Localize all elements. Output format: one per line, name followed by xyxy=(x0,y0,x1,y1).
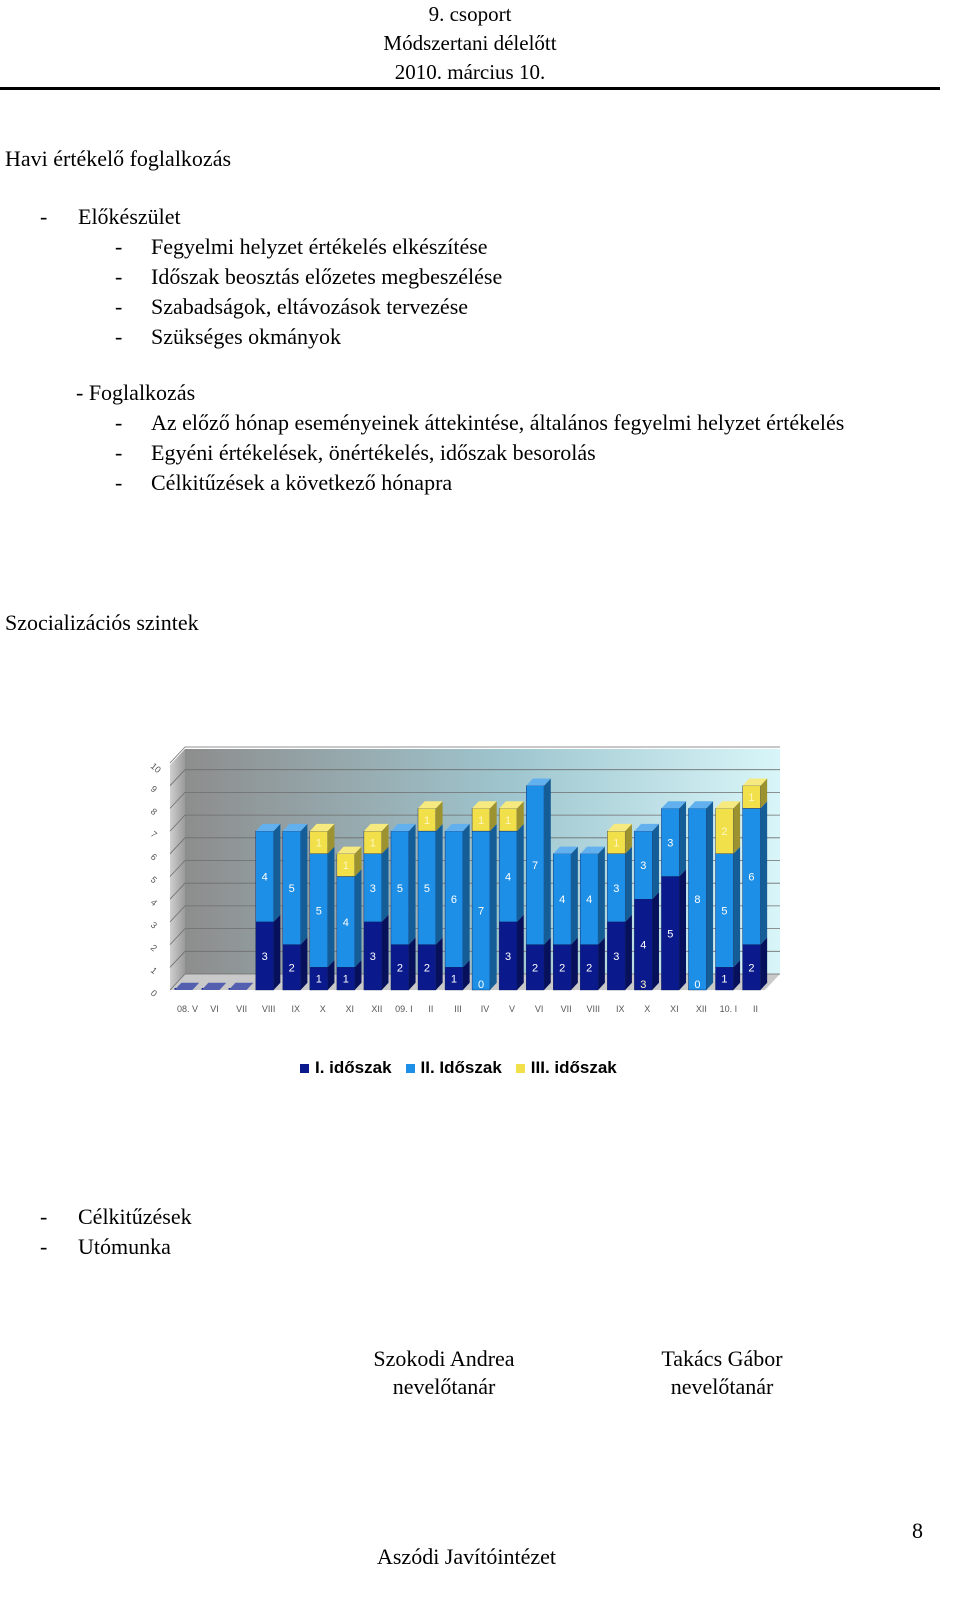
institution-footer: Aszódi Javítóintézet xyxy=(376,1544,556,1569)
x-tick-label: VI xyxy=(534,1004,544,1014)
bar-segment-side xyxy=(490,824,497,990)
data-label: 4 xyxy=(261,871,268,884)
section-title: Havi értékelő foglalkozás xyxy=(5,146,232,171)
bar-segment-side xyxy=(274,824,281,922)
bar-segment-side xyxy=(598,937,605,990)
legend-label: II. Időszak xyxy=(420,1058,502,1077)
data-label: 2 xyxy=(532,962,539,975)
signature-role: nevelőtanár xyxy=(392,1374,496,1399)
data-label: 3 xyxy=(613,882,620,895)
event-title: Módszertani délelőtt xyxy=(383,31,557,55)
y-tick-label: 7 xyxy=(148,828,159,840)
data-label: 5 xyxy=(396,882,403,895)
data-label: 3 xyxy=(369,882,376,895)
bar-segment-side xyxy=(598,847,605,945)
y-tick-label: 0 xyxy=(148,987,159,999)
y-tick-label: 9 xyxy=(148,783,159,795)
bullet-dash: - xyxy=(115,294,123,319)
data-label: 5 xyxy=(423,882,430,895)
data-label: 1 xyxy=(423,814,430,827)
x-tick-label: 10. I xyxy=(719,1004,738,1014)
prep-item: Időszak beosztás előzetes megbeszélése xyxy=(151,264,503,289)
event-date: 2010. március 10. xyxy=(394,60,546,84)
prep-label: Előkészület xyxy=(78,204,181,229)
x-tick-label: II xyxy=(752,1004,758,1014)
data-label: 4 xyxy=(640,939,647,952)
data-label: 4 xyxy=(559,894,566,907)
data-label: 2 xyxy=(423,962,430,975)
signature-name: Szokodi Andrea xyxy=(373,1346,515,1371)
bar-segment-side xyxy=(436,937,443,990)
data-label: 0 xyxy=(477,979,485,991)
bullet-dash: - xyxy=(115,324,123,349)
bar-segment-side xyxy=(625,915,632,990)
chart-canvas xyxy=(140,745,800,1035)
bar-segment-side xyxy=(355,869,362,967)
data-label: 3 xyxy=(369,950,376,963)
y-tick-label: 1 xyxy=(148,965,159,977)
legend-swatch-period-3 xyxy=(516,1064,525,1073)
legend-item xyxy=(300,1058,392,1078)
bar-segment-side xyxy=(625,847,632,922)
bar-segment-side xyxy=(652,892,659,990)
bullet-dash: - xyxy=(115,470,123,495)
chart-heading: Szocializációs szintek xyxy=(5,610,199,635)
page-header xyxy=(0,0,940,87)
bar-segment-side xyxy=(679,869,686,990)
data-label: 2 xyxy=(721,826,728,839)
bar-segment-side xyxy=(463,824,470,967)
y-tick-label: 4 xyxy=(148,897,159,908)
signature-name: Takács Gábor xyxy=(661,1346,783,1371)
data-label: 2 xyxy=(586,962,593,975)
x-tick-label: IX xyxy=(615,1004,625,1014)
data-label: 1 xyxy=(450,973,458,986)
data-label: 1 xyxy=(342,860,349,873)
session-item: Egyéni értékelések, önértékelés, időszak besorolás xyxy=(151,440,596,465)
legend-label: III. időszak xyxy=(530,1058,617,1077)
y-tick-label: 5 xyxy=(148,874,159,886)
x-tick-label: IX xyxy=(291,1004,300,1014)
data-label: 3 xyxy=(505,950,512,963)
bullet-dash: - xyxy=(40,1204,48,1229)
data-label: 6 xyxy=(748,871,755,884)
legend-swatch-period-2 xyxy=(406,1064,415,1073)
data-label: 5 xyxy=(667,928,674,941)
bar-segment-side xyxy=(544,937,551,990)
signature-block xyxy=(612,1345,832,1401)
data-label: 1 xyxy=(505,814,512,827)
socialization-chart xyxy=(140,745,800,1035)
signature-block xyxy=(334,1345,554,1401)
bullet-dash: - xyxy=(115,264,123,289)
bullet-dash: - xyxy=(40,1234,48,1259)
data-label: 4 xyxy=(586,894,593,907)
x-tick-label: V xyxy=(509,1004,516,1014)
bar-segment-side xyxy=(733,801,740,854)
bullet-dash: - xyxy=(40,204,48,229)
bullet-dash: - xyxy=(115,440,123,465)
data-label: 1 xyxy=(477,814,485,827)
data-label: 3 xyxy=(261,950,268,963)
x-tick-label: VIII xyxy=(586,1004,600,1014)
header-divider xyxy=(0,87,940,90)
y-tick-label: 6 xyxy=(148,851,159,863)
data-label: 3 xyxy=(613,950,620,963)
data-label: 7 xyxy=(477,905,485,918)
y-tick-label: 2 xyxy=(148,942,159,954)
x-tick-label: X xyxy=(319,1004,326,1014)
bar-segment-side xyxy=(301,937,308,990)
x-tick-label: VI xyxy=(210,1004,219,1014)
data-label: 2 xyxy=(396,962,403,975)
x-tick-label: XII xyxy=(695,1004,707,1014)
page-number: 8 xyxy=(912,1518,923,1543)
data-label: 5 xyxy=(288,882,295,895)
x-tick-label: 09. I xyxy=(395,1004,413,1014)
x-tick-label: III xyxy=(454,1004,462,1014)
bar-segment-side xyxy=(679,801,686,876)
x-tick-label: XI xyxy=(345,1004,355,1014)
data-label: 4 xyxy=(342,916,349,929)
bar-segment-side xyxy=(733,847,740,968)
data-label: 1 xyxy=(721,973,728,986)
prep-item: Szabadságok, eltávozások tervezése xyxy=(151,294,469,319)
data-label: 4 xyxy=(505,871,512,884)
bar-segment-side xyxy=(652,824,659,899)
x-tick-label: VII xyxy=(560,1004,572,1014)
data-label: 3 xyxy=(667,837,674,850)
bar-segment-side xyxy=(517,915,524,990)
legend-swatch-period-1 xyxy=(300,1064,309,1073)
data-label: 7 xyxy=(532,860,539,873)
bar-segment-side xyxy=(571,937,578,990)
bar-segment-side xyxy=(409,824,416,945)
data-label: 1 xyxy=(369,837,376,850)
bar-segment-side xyxy=(328,847,335,968)
data-label: 5 xyxy=(721,905,728,918)
bar-segment-side xyxy=(409,937,416,990)
data-label: 3 xyxy=(640,860,647,873)
signature-role: nevelőtanár xyxy=(670,1374,774,1399)
bar-segment-side xyxy=(571,847,578,945)
data-label: 0 xyxy=(694,979,701,991)
prep-item: Szükséges okmányok xyxy=(151,324,342,349)
legend-item xyxy=(516,1058,617,1078)
y-tick-label: 3 xyxy=(148,919,159,931)
data-label: 1 xyxy=(613,837,620,850)
bar-segment-side xyxy=(760,937,767,990)
x-tick-label: VII xyxy=(236,1004,248,1014)
legend-item xyxy=(406,1058,502,1078)
data-label: 6 xyxy=(450,894,458,907)
x-tick-label: X xyxy=(644,1004,651,1014)
session-label: - Foglalkozás xyxy=(76,380,196,405)
data-label: 2 xyxy=(559,962,566,975)
closing-item: Célkitűzések xyxy=(78,1204,192,1229)
bar-segment-side xyxy=(436,824,443,945)
x-tick-label: 08. V xyxy=(177,1004,199,1014)
bar-segment-side xyxy=(382,847,389,922)
chart-legend xyxy=(300,1058,617,1078)
bar-segment-side xyxy=(544,779,551,945)
data-label: 2 xyxy=(288,962,295,975)
x-tick-label: IV xyxy=(480,1004,490,1014)
bullet-dash: - xyxy=(115,410,123,435)
x-tick-label: XI xyxy=(670,1004,679,1014)
y-tick-label: 8 xyxy=(148,806,159,818)
legend-label: I. időszak xyxy=(315,1058,392,1077)
closing-item: Utómunka xyxy=(78,1234,171,1259)
bar-segment-side xyxy=(301,824,308,945)
data-label: 1 xyxy=(342,973,349,986)
group-label: 9. csoport xyxy=(428,2,512,26)
data-label: 8 xyxy=(694,894,701,907)
x-tick-label: XII xyxy=(371,1004,383,1014)
data-label: 3 xyxy=(640,979,647,991)
bar-segment-side xyxy=(517,824,524,922)
data-label: 2 xyxy=(748,962,755,975)
data-label: 1 xyxy=(748,792,755,805)
bar-segment-side xyxy=(706,801,713,990)
bar-segment-side xyxy=(382,915,389,990)
data-label: 1 xyxy=(315,973,322,986)
prep-item: Fegyelmi helyzet értékelés elkészítése xyxy=(151,234,488,259)
bar-segment-side xyxy=(760,801,767,944)
x-tick-label: II xyxy=(428,1004,434,1014)
session-item: Az előző hónap eseményeinek áttekintése, általános fegyelmi helyzet értékelés xyxy=(151,410,845,435)
bullet-dash: - xyxy=(115,234,123,259)
x-tick-label: VIII xyxy=(261,1004,276,1014)
session-item: Célkitűzések a következő hónapra xyxy=(151,470,453,495)
bar-segment-side xyxy=(274,915,281,990)
data-label: 1 xyxy=(315,837,322,850)
data-label: 5 xyxy=(315,905,322,918)
y-tick-label: 10 xyxy=(148,760,163,775)
